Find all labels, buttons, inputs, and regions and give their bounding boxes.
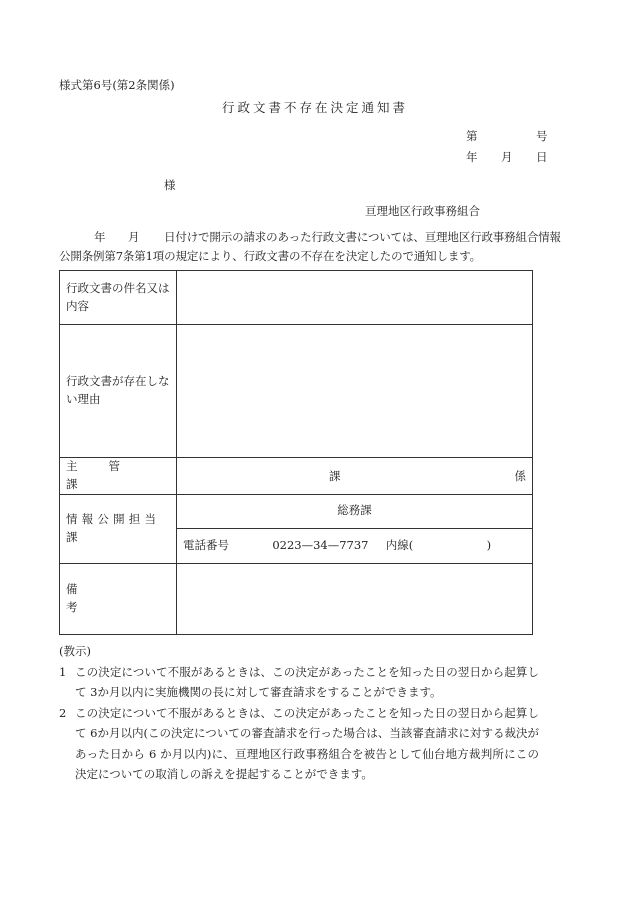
extension-close: )	[486, 537, 492, 552]
remarks-label	[60, 563, 177, 634]
issuer-name: 亘理地区行政事務組合	[365, 204, 480, 218]
subject-label: 行政文書の件名又は内容	[60, 271, 177, 325]
intro-text-line2: 公開条例第7条第1項の規定により、行政文書の不存在を決定したので通知します。	[59, 249, 482, 263]
doc-number-suffix: 号	[536, 129, 548, 143]
info-dept-name: 総務課	[177, 494, 533, 528]
instructions-heading: (教示)	[59, 644, 91, 658]
notice-table	[59, 270, 533, 635]
instruction-number: 1	[59, 664, 67, 679]
instruction-item	[59, 703, 539, 785]
intro-month-label: 月	[128, 230, 140, 244]
doc-number-prefix: 第	[466, 129, 478, 143]
section-label: 課	[329, 468, 341, 483]
table-row-reason	[60, 325, 533, 458]
date-year-label: 年	[466, 150, 478, 164]
instruction-item	[59, 662, 539, 703]
subject-value-cell	[177, 271, 533, 325]
instruction-number: 2	[59, 705, 67, 720]
form-number: 様式第6号(第2条関係)	[59, 78, 175, 92]
reason-value-cell	[177, 325, 533, 458]
info-dept-label-text: 情報公開担当課	[66, 511, 161, 544]
instruction-text: この決定について不服があるときは、この決定があったことを知った日の翌日から起算して 6か月以内(この決定についての審査請求を行った場合は、当該審査請求に対する裁決があった日から 6 か月以内)に、亘理地区行政事務組合を被告として仙台地方裁判所にこの決定についての取消しの訴えを提起することができます。	[75, 705, 539, 781]
reason-label: 行政文書が存在しない理由	[60, 325, 177, 458]
phone-label: 電話番号	[183, 537, 229, 552]
info-dept-label	[60, 494, 177, 563]
table-row-subject	[60, 271, 533, 325]
document-title: 行政文書不存在決定通知書	[221, 100, 408, 115]
date-month-label: 月	[501, 150, 513, 164]
phone-cell	[177, 528, 533, 563]
intro-text-line1: 日付けで開示の請求のあった行政文書については、亘理地区行政事務組合情報	[164, 230, 561, 244]
remarks-value-cell	[177, 563, 533, 634]
remarks-label-text: 備考	[66, 581, 160, 614]
subsection-label: 係	[514, 468, 526, 483]
addressee-suffix: 様	[164, 178, 176, 192]
table-row-info-department	[60, 494, 533, 528]
intro-year-label: 年	[94, 230, 106, 244]
responsible-dept-label	[60, 458, 177, 495]
table-row-remarks	[60, 563, 533, 634]
phone-number: 0223—34—7737	[272, 537, 369, 552]
date-day-label: 日	[536, 150, 548, 164]
instructions-section	[59, 641, 539, 785]
responsible-dept-value-cell	[177, 458, 533, 495]
table-row-responsible-department	[60, 458, 533, 495]
instruction-text: この決定について不服があるときは、この決定があったことを知った日の翌日から起算して 3か月以内に実施機関の長に対して審査請求をすることができます。	[75, 664, 539, 699]
extension-label: 内線(	[385, 537, 414, 552]
responsible-dept-label-text: 主管課	[66, 459, 151, 491]
